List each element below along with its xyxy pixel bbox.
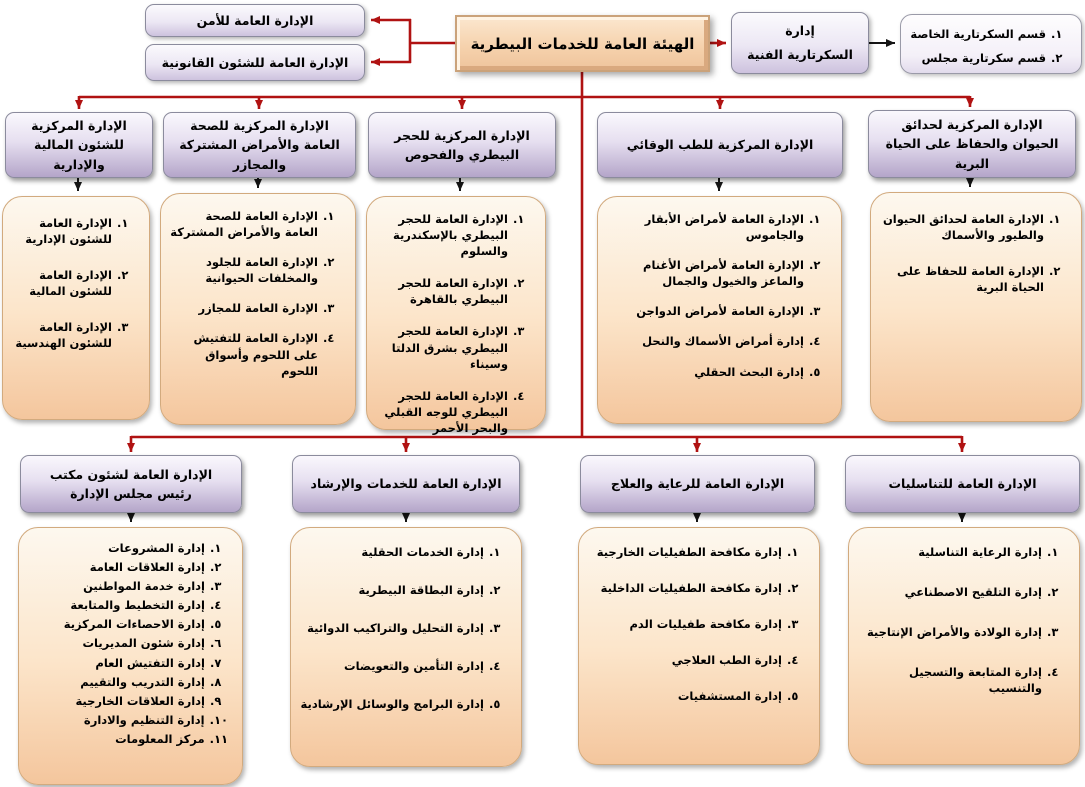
header-label: الإدارة المركزية لحدائق الحيوان والحفاظ على الحياة البرية: [885, 116, 1059, 171]
item-label: الإدارة العامة للشئون الإدارية: [25, 216, 112, 247]
item-number: ٤.: [210, 598, 222, 613]
item-label: الإدارة العامة للحفاظ على الحياة البرية: [897, 264, 1044, 295]
item-number: ٤.: [787, 653, 799, 668]
item-number: ٣.: [787, 617, 799, 632]
item-label: الإدارة العامة للمجازر: [198, 301, 318, 316]
list-item: [606, 211, 827, 243]
legal-affairs-label: الإدارة العامة للشئون القانونية: [161, 54, 349, 70]
item-number: ٣.: [1047, 625, 1059, 640]
quarantine-list: [366, 196, 546, 435]
item-number: ٧.: [210, 655, 222, 670]
financial-admin-list: [2, 196, 150, 420]
list-item: [27, 674, 228, 690]
header-label: الإدارة المركزية للطب الوقائي: [626, 137, 814, 153]
services-extension-header: [292, 455, 520, 513]
list-item: [907, 50, 1069, 66]
list-item: [606, 303, 827, 319]
item-number: ٣.: [323, 301, 335, 316]
header-label: الإدارة العامة للخدمات والإرشاد: [310, 476, 502, 492]
item-label: الإدارة العامة للحجر البيطري بشرق الدلتا وسيناء: [391, 324, 508, 371]
central-admin-preventive-medicine-header: [597, 112, 843, 178]
list-item: [587, 580, 805, 596]
item-label: إدارة الولادة والأمراض الإنتاجية: [866, 625, 1042, 640]
item-number: ١.: [323, 209, 335, 223]
central-admin-zoos-wildlife-header: [868, 110, 1076, 178]
security-admin-box: [145, 4, 365, 37]
chairman-office-list: [18, 527, 243, 785]
list-item: [606, 364, 827, 380]
item-number: ٥.: [489, 697, 501, 712]
item-label: إدارة التحليل والتراكيب الدوائية: [307, 621, 484, 636]
item-label: الإدارة العامة لأمراض الدواجن: [636, 304, 804, 319]
item-number: ٩.: [210, 693, 222, 708]
item-number: ٢.: [489, 583, 501, 598]
list-item: [299, 696, 507, 712]
header-label: الإدارة المركزية للحجر البيطري والفحوص: [394, 127, 530, 162]
central-admin-public-health-header: [163, 112, 356, 178]
item-number: ١.: [513, 212, 525, 226]
item-label: الإدارة العامة للشئون المالية: [29, 268, 112, 299]
list-item: [375, 388, 531, 436]
item-label: إدارة المتابعة والتسجيل والتنسيب: [908, 665, 1042, 696]
reproduction-header: [845, 455, 1080, 513]
item-number: ٥.: [210, 617, 222, 632]
item-label: إدارة الرعاية التناسلية: [918, 545, 1042, 559]
services-extension-list: [290, 527, 522, 767]
item-number: ٤.: [323, 331, 335, 346]
list-item: [27, 635, 228, 651]
item-label: إدارة البحث الحقلي: [694, 364, 804, 379]
list-item: [857, 544, 1065, 560]
list-item: [169, 208, 341, 240]
list-item: [587, 544, 805, 560]
item-label: إدارة أمراض الأسماك والنحل: [642, 334, 804, 349]
item-label: إدارة العلاقات الخارجية: [75, 693, 205, 708]
technical-secretariat-line1: إدارة: [785, 23, 815, 39]
item-number: ١.: [1051, 26, 1063, 41]
item-number: ٤.: [1047, 665, 1059, 680]
header-label: الإدارة العامة لشئون مكتب رئيس مجلس الإدارة: [49, 466, 213, 501]
list-item: [299, 658, 507, 674]
header-label: الإدارة المركزية للشئون المالية والإدارية: [31, 117, 127, 172]
central-admin-quarantine-header: [368, 112, 556, 178]
item-label: الإدارة العامة لأمراض الأبقار والجاموس: [644, 212, 804, 243]
list-item: [587, 616, 805, 632]
list-item: [375, 275, 531, 307]
list-item: [11, 267, 135, 299]
item-label: مركز المعلومات: [115, 731, 205, 746]
item-number: ٢.: [787, 581, 799, 596]
header-label: الإدارة العامة للتناسليات: [888, 476, 1037, 492]
secretariat-sections-list: [900, 14, 1082, 74]
root-title-box: [455, 15, 710, 72]
item-number: ٢.: [809, 258, 821, 273]
item-number: ٢.: [1049, 264, 1061, 279]
item-label: الإدارة العامة للحجر البيطري بالقاهرة: [398, 276, 508, 307]
item-label: إدارة مكافحة طفيليات الدم: [629, 617, 782, 632]
list-item: [27, 655, 228, 671]
item-number: ١.: [210, 541, 222, 555]
item-number: ١.: [787, 545, 799, 559]
list-item: [27, 597, 228, 613]
list-item: [27, 578, 228, 594]
list-item: [27, 731, 228, 747]
item-label: إدارة الاحصاءات المركزية: [63, 617, 205, 632]
item-label: الإدارة العامة للحجر البيطري بالإسكندرية والسلوم: [393, 212, 508, 259]
item-label: الإدارة العامة لأمراض الأغنام والماعز والخيول والجمال: [643, 258, 804, 289]
list-item: [169, 300, 341, 316]
list-item: [606, 333, 827, 349]
list-item: [375, 211, 531, 259]
list-item: [299, 544, 507, 560]
item-number: ٤.: [489, 659, 501, 674]
public-health-list: [160, 193, 356, 425]
header-label: الإدارة المركزية للصحة العامة والأمراض المشتركة والمجازر: [179, 117, 340, 172]
care-treatment-list: [578, 527, 820, 765]
item-label: إدارة التفتيش العام: [95, 655, 205, 670]
item-number: ٨.: [210, 674, 222, 689]
list-item: [169, 254, 341, 286]
item-label: إدارة التنظيم والادارة: [83, 712, 205, 727]
item-number: ٣.: [489, 621, 501, 636]
item-number: ١.: [1049, 212, 1061, 226]
header-label: الإدارة العامة للرعاية والعلاج: [610, 476, 785, 492]
zoos-wildlife-list: [870, 192, 1082, 422]
item-label: إدارة التأمين والتعويضات: [344, 659, 484, 674]
list-item: [11, 215, 135, 247]
list-item: [879, 263, 1067, 295]
technical-secretariat-line2: السكرتارية الفنية: [747, 47, 853, 63]
item-label: قسم السكرتارية الخاصة: [910, 26, 1046, 41]
list-item: [299, 582, 507, 598]
item-label: إدارة مكافحة الطفيليات الداخلية: [600, 581, 782, 596]
item-label: الإدارة العامة للصحة العامة والأمراض المشتركة: [170, 209, 318, 240]
list-item: [27, 540, 228, 556]
item-label: إدارة شئون المديريات: [82, 636, 205, 651]
list-item: [11, 319, 135, 351]
list-item: [27, 559, 228, 575]
list-item: [606, 257, 827, 289]
item-number: ٥.: [787, 689, 799, 704]
security-admin-label: الإدارة العامة للأمن: [196, 12, 314, 28]
list-item: [587, 652, 805, 668]
item-number: ٥.: [809, 364, 821, 379]
list-item: [169, 330, 341, 378]
reproduction-list: [848, 527, 1080, 765]
item-label: إدارة الطب العلاجي: [671, 653, 782, 668]
item-label: إدارة البطاقة البيطرية: [358, 583, 484, 598]
list-item: [27, 616, 228, 632]
item-number: ١.: [1047, 545, 1059, 559]
list-item: [587, 688, 805, 704]
item-number: ٢.: [117, 268, 129, 283]
list-item: [857, 584, 1065, 600]
chairman-office-header: [20, 455, 242, 513]
list-item: [879, 211, 1067, 243]
item-label: إدارة التخطيط والمتابعة: [70, 598, 205, 613]
item-number: ٦.: [210, 636, 222, 651]
list-item: [907, 26, 1069, 42]
central-admin-financial-header: [5, 112, 153, 178]
item-number: ١١.: [209, 731, 228, 746]
item-label: قسم سكرتارية مجلس: [921, 51, 1046, 65]
list-item: [857, 624, 1065, 640]
item-number: ٢.: [513, 276, 525, 291]
item-label: الإدارة العامة للتفتيش على اللحوم وأسواق اللحوم: [193, 331, 318, 378]
item-label: إدارة البرامج والوسائل الإرشادية: [300, 697, 484, 712]
item-label: إدارة مكافحة الطفيليات الخارجية: [596, 545, 782, 559]
item-label: الإدارة العامة للحجر البيطري للوجه القبلي والبحر الأحمر: [384, 388, 508, 435]
item-number: ٣.: [809, 304, 821, 319]
item-label: إدارة التلقيح الاصطناعي: [904, 585, 1042, 600]
item-label: إدارة العلاقات العامة: [89, 560, 205, 575]
item-label: إدارة المستشفيات: [677, 689, 782, 704]
legal-affairs-box: [145, 44, 365, 81]
item-number: ١.: [489, 545, 501, 559]
item-label: إدارة خدمة المواطنين: [83, 579, 205, 594]
item-label: إدارة التدريب والتقييم: [80, 674, 205, 689]
item-number: ٢.: [210, 560, 222, 575]
list-item: [299, 620, 507, 636]
technical-secretariat-box: [731, 12, 869, 74]
item-number: ٤.: [809, 334, 821, 349]
item-number: ١٠.: [209, 712, 228, 727]
list-item: [27, 712, 228, 728]
list-item: [27, 693, 228, 709]
item-number: ٢.: [323, 255, 335, 270]
item-label: إدارة الخدمات الحقلية: [361, 545, 484, 559]
item-label: الإدارة العامة للشئون الهندسية: [15, 320, 112, 351]
list-item: [375, 323, 531, 371]
item-number: ١.: [809, 212, 821, 226]
root-title: الهيئة العامة للخدمات البيطرية: [470, 34, 695, 53]
item-label: إدارة المشروعات: [108, 541, 205, 555]
preventive-medicine-list: [597, 196, 842, 424]
item-label: الإدارة العامة لحدائق الحيوان والطيور والأسماك: [882, 212, 1044, 243]
care-treatment-header: [580, 455, 815, 513]
list-item: [857, 664, 1065, 696]
item-label: الإدارة العامة للجلود والمخلفات الحيوانية: [205, 255, 318, 286]
item-number: ٣.: [117, 320, 129, 335]
item-number: ٣.: [210, 579, 222, 594]
item-number: ٣.: [513, 324, 525, 339]
item-number: ٤.: [513, 388, 525, 403]
item-number: ٢.: [1047, 585, 1059, 600]
item-number: ٢.: [1051, 51, 1063, 65]
item-number: ١.: [117, 216, 129, 230]
